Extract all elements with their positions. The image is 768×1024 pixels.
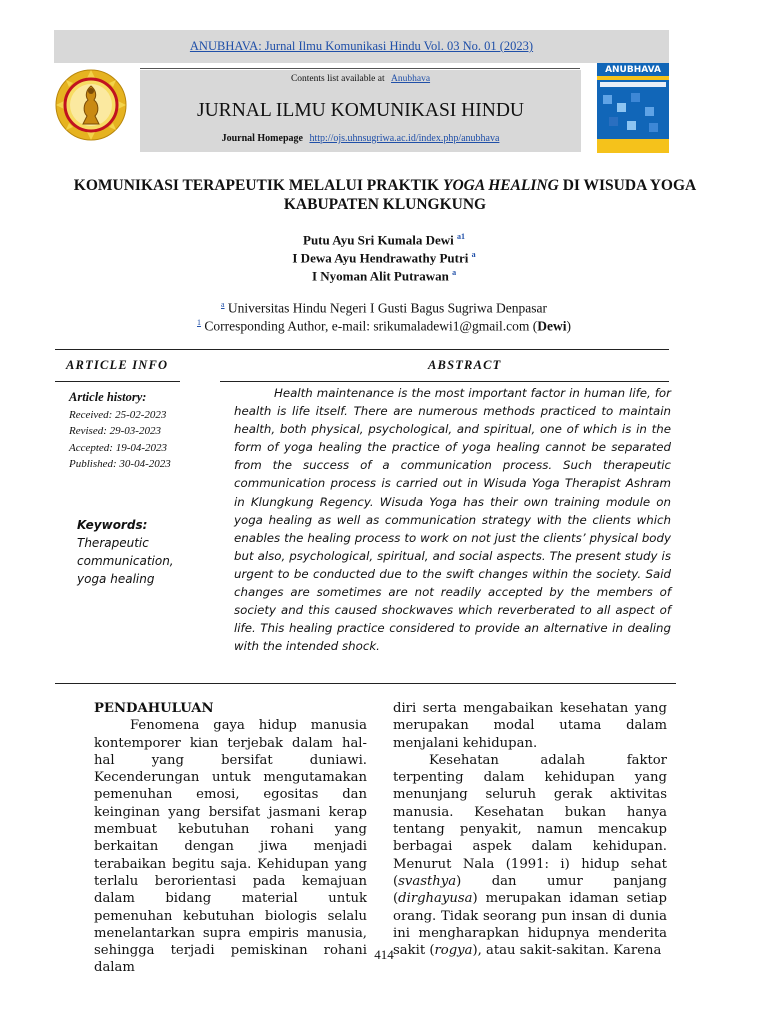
homepage-url-link[interactable]: http://ojs.uhnsugriwa.ac.id/index.php/anubhava <box>309 133 500 144</box>
article-title <box>40 176 730 214</box>
cover-tile <box>627 121 636 130</box>
corresponding-author <box>0 318 768 335</box>
affiliation-text: Universitas Hindu Negeri I Gusti Bagus Sugriwa Denpasar <box>227 300 547 316</box>
homepage-label: Journal Homepage <box>221 133 303 144</box>
body-paragraph: diri serta mengabaikan kesehatan yang merupakan modal utama dalam menjalani kehidupan. <box>393 701 667 751</box>
author-superscript: a <box>471 250 476 259</box>
accepted-date: Accepted: 19-04-2023 <box>69 441 168 454</box>
cover-footer <box>597 139 669 153</box>
author-superscript: a1 <box>456 232 465 241</box>
keyword-line: communication, <box>77 554 174 568</box>
journal-header <box>140 70 581 152</box>
author-name: I Dewa Ayu Hendrawathy Putri <box>292 250 469 266</box>
cover-tile <box>631 93 640 102</box>
affiliation-superscript: a <box>220 300 225 309</box>
author-name: Putu Ayu Sri Kumala Dewi <box>303 232 454 248</box>
journal-homepage-line <box>140 133 581 144</box>
cover-tile <box>603 95 612 104</box>
cover-tile <box>617 103 626 112</box>
author-2 <box>0 250 768 266</box>
cover-tile <box>649 123 658 132</box>
keywords <box>77 516 174 588</box>
corresponding-superscript: 1 <box>197 318 202 327</box>
cover-tile <box>645 107 654 116</box>
journal-citation-link[interactable]: ANUBHAVA: Jurnal Ilmu Komunikasi Hindu Vol. 03 No. 01 (2023) <box>189 39 534 53</box>
keyword-line: yoga healing <box>77 572 155 586</box>
history-title: Article history: <box>69 390 147 404</box>
section-heading-pendahuluan: PENDAHULUAN <box>94 701 214 716</box>
header-top-rule <box>140 68 580 69</box>
cover-tile <box>609 117 618 126</box>
title-text-end: DI WISUDA YOGA KABUPATEN KLUNGKUNG <box>283 177 697 213</box>
cover-stripe <box>597 76 669 80</box>
journal-title: JURNAL ILMU KOMUNIKASI HINDU <box>197 100 524 121</box>
text-run: ), atau sakit-sakitan. Karena <box>472 943 662 959</box>
affiliation <box>0 300 768 317</box>
abstract-rule <box>220 381 669 382</box>
author-name: I Nyoman Alit Putrawan <box>311 268 449 284</box>
corresponding-text: Corresponding Author, e-mail: srikumaladewi1@gmail.com ( <box>204 318 538 334</box>
title-text: KOMUNIKASI TERAPEUTIK MELALUI PRAKTIK <box>73 177 443 194</box>
corresponding-name: Dewi <box>537 318 567 334</box>
article-history <box>69 389 171 473</box>
author-3 <box>0 268 768 284</box>
revised-date: Revised: 29-03-2023 <box>69 425 161 437</box>
author-1 <box>0 232 768 248</box>
cover-subtitle-strip <box>600 82 666 87</box>
abstract-text: Health maintenance is the most important factor in human life, for health is life itself. There are numerous methods practiced to maintain health, both physical, psychological, and spiritual, one of which is in the form of yoga healing the practice of yoga healing cannot be separated from the success of a communication process. Such therapeutic communication process is carried out in Wisuda Yoga Therapist Ashram in Klungkung Regency. Wisuda Yoga has their own training module on yoga healing as well as communication strategy with the clients which enables the healing process to work on not just the clients’ physical body but also, psychological, spiritual, and social aspects. The present study is urgent to be conducted due to the swift changes within the society. Said changes are sometimes are not readily accepted by the members of society and this caused shockwaves which reverberated to all aspect of life. This healing practice considered to provide an alternative in dealing with the intended shock. <box>234 386 671 654</box>
contents-line <box>140 74 581 84</box>
corresponding-close: ) <box>566 318 571 334</box>
italic-term: rogya <box>434 943 473 959</box>
body-right-column <box>393 700 667 959</box>
university-emblem <box>53 66 129 144</box>
text-run: Kesehatan adalah faktor terpenting dalam kehidupan yang menunjang seluruh gerak aktivitas manusia. Kesehatan bukan hanya tentang penyakit, namun mencakup berbagai aspek dalam kehidupan. Menurut Nala (1991: i) hidup sehat ( <box>393 752 667 889</box>
journal-citation-bar <box>54 30 669 63</box>
body-top-rule <box>55 683 676 684</box>
body-left-column <box>94 700 367 977</box>
page-number: 414 <box>374 947 394 962</box>
keywords-title: Keywords: <box>77 518 148 532</box>
contents-prefix: Contents list available at <box>290 74 385 84</box>
italic-term: svasthya <box>398 873 457 889</box>
published-date: Published: 30-04-2023 <box>69 458 171 470</box>
keyword-line: Therapeutic <box>77 536 149 550</box>
cover-title: ANUBHAVA <box>605 65 661 75</box>
body-paragraph: Fenomena gaya hidup manusia kontemporer kian terjebak dalam hal-hal yang bersifat duniawi. Kecenderungan untuk mengutamakan pemenuhan emosi, egositas dan keinginan yang bersifat jasmani kerap membuat kebutuhan rohani yang berkaitan dengan jiwa menjadi terabaikan begitu saja. Kehidupan yang terlalu berorientasi pada kemajuan dalam bidang material untuk pemenuhan kebutuhan biologis selalu menelantarkan supra empiris manusia, sehingga terjadi pemiskinan rohani dalam <box>94 718 367 976</box>
italic-term: dirghayusa <box>398 891 473 907</box>
abstract-heading: ABSTRACT <box>428 358 502 372</box>
text-run: ) merupakan idaman setiap orang. Tidak seorang pun insan di dunia ini mengharapkan hidupnya menderita sakit ( <box>393 891 667 959</box>
text-run: ) dan umur panjang ( <box>393 873 667 907</box>
contents-link[interactable]: Anubhava <box>391 74 431 84</box>
body-paragraph <box>393 752 667 960</box>
article-info-heading: ARTICLE INFO <box>66 358 169 372</box>
received-date: Received: 25-02-2023 <box>69 408 167 421</box>
title-italic-text: YOGA HEALING <box>442 177 559 194</box>
author-superscript: a <box>452 268 457 277</box>
journal-cover-image <box>597 63 669 153</box>
info-rule <box>55 381 180 382</box>
section-top-rule <box>55 349 669 350</box>
